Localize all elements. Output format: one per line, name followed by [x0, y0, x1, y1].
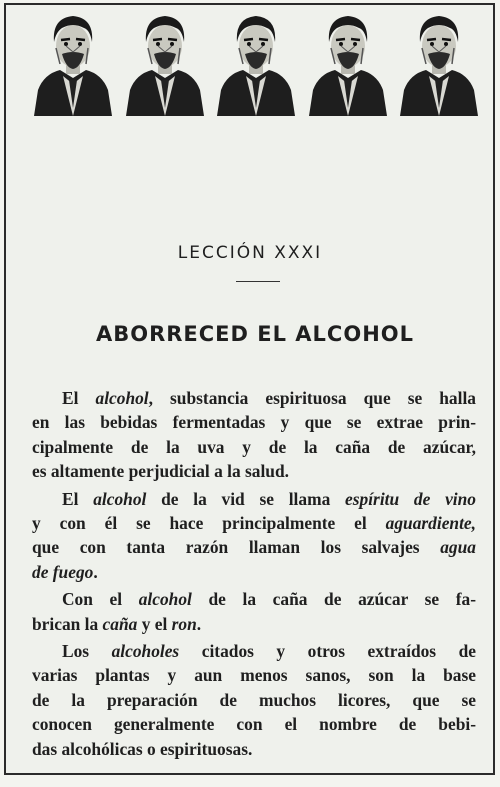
portrait-icon	[122, 8, 208, 118]
text-line: Con el alcohol de la caña de azúcar se fa-	[62, 589, 476, 610]
text-line: en las bebidas fermentadas y que se extrae prin-	[32, 412, 476, 433]
text-line: Los alcoholes citados y otros extraídos de	[62, 641, 476, 662]
text-line: y con él se hace principalmente el aguardiente,	[32, 513, 476, 534]
portrait-icon	[30, 8, 116, 118]
portrait-icon	[213, 8, 299, 118]
text-line: varias plantas y aun menos sanos, son la base	[32, 665, 476, 686]
text-line: de fuego.	[32, 561, 98, 582]
text-line: das alcohólicas o espirituosas.	[32, 738, 253, 759]
text-line: que con tanta razón llaman los salvajes agua	[32, 537, 476, 558]
text-line: es altamente perjudicial a la salud.	[32, 461, 289, 482]
page-title: ABORRECED EL ALCOHOL	[95, 322, 415, 346]
lesson-heading: LECCIÓN XXXI	[177, 243, 323, 263]
portrait-row	[30, 8, 482, 118]
portrait-icon	[305, 8, 391, 118]
text-line: de la preparación de muchos licores, que se	[32, 689, 476, 710]
body-text	[32, 386, 476, 761]
text-line: El alcohol de la vid se llama espíritu de vino	[62, 488, 476, 509]
portrait-icon	[396, 8, 482, 118]
text-line: brican la caña y el ron.	[32, 613, 202, 634]
text-line: El alcohol, substancia espirituosa que se halla	[62, 388, 476, 408]
text-line: conocen generalmente con el nombre de bebi-	[32, 714, 476, 735]
divider	[236, 281, 280, 282]
text-line: cipalmente de la uva y de la caña de azúcar,	[32, 436, 476, 457]
